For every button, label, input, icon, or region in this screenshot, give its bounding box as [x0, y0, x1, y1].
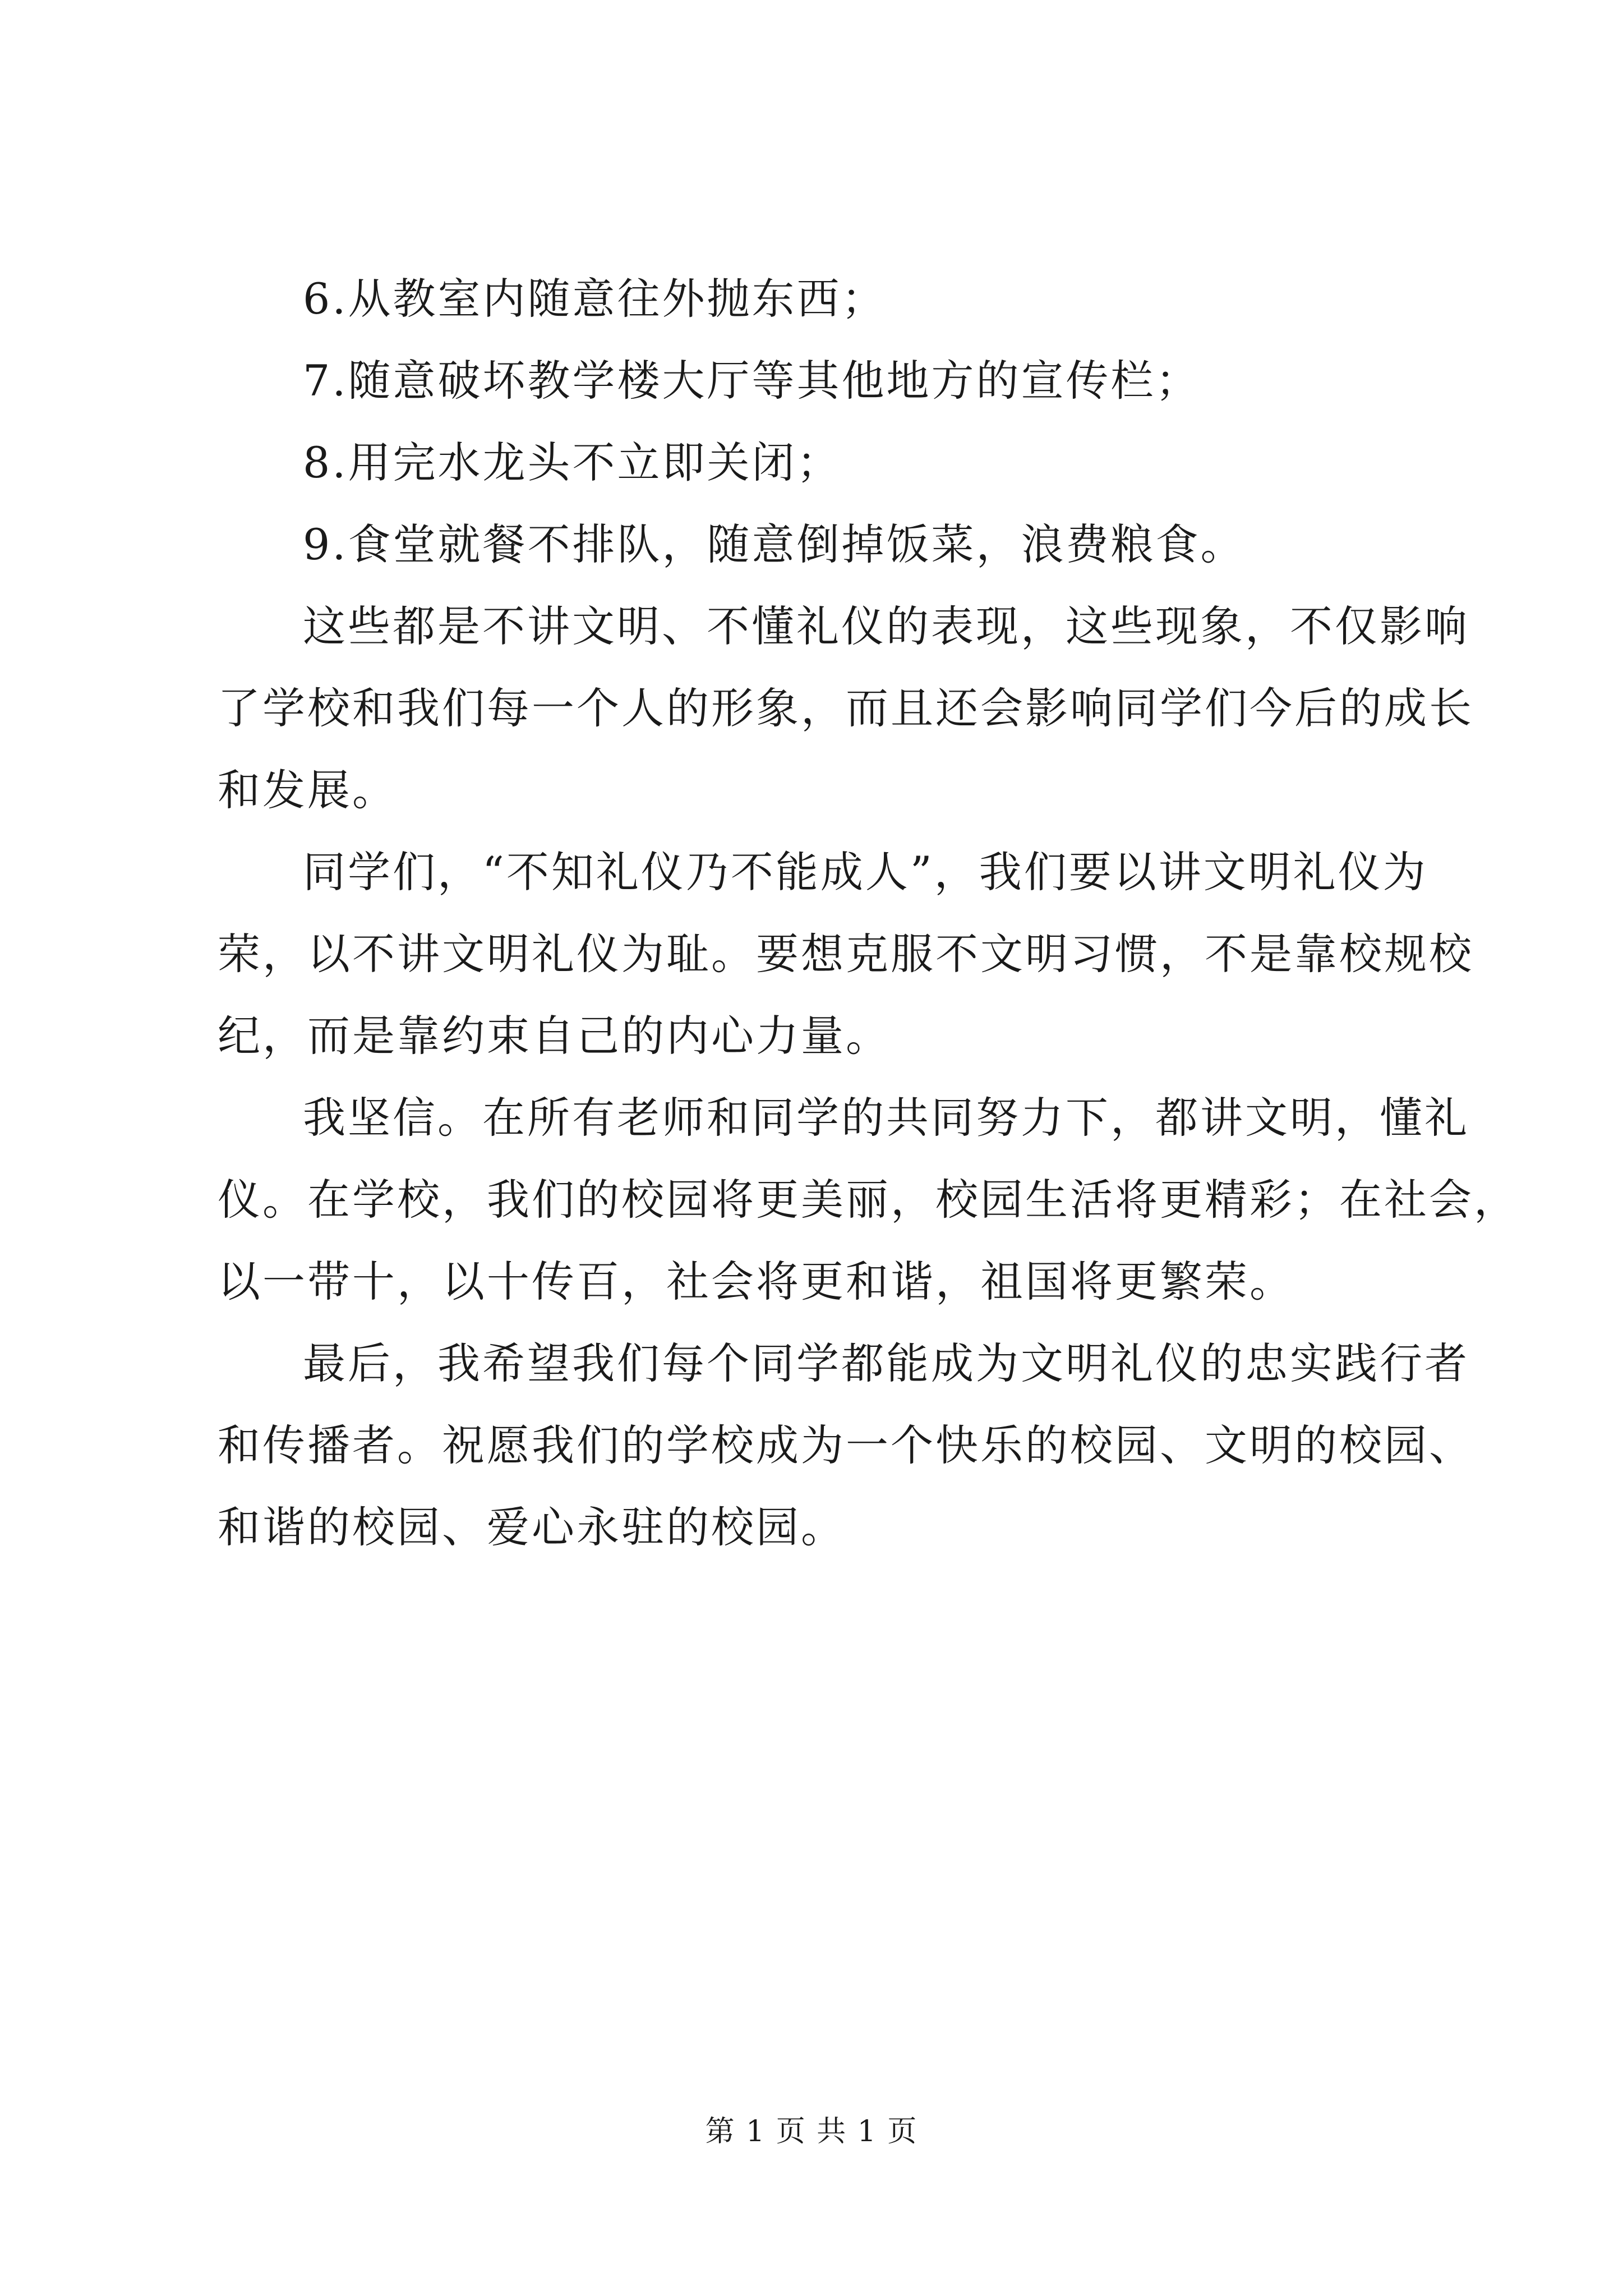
paragraph-line: 我坚信。在所有老师和同学的共同努力下，都讲文明，懂礼	[303, 1093, 1469, 1143]
paragraph-line: 纪，而是靠约束自己的内心力量。	[218, 1011, 891, 1061]
paragraph-line: 这些都是不讲文明、不懂礼仪的表现，这些现象，不仅影响	[303, 601, 1469, 651]
paragraph-line: 最后，我希望我们每个同学都能成为文明礼仪的忠实践行者	[303, 1338, 1469, 1388]
list-item: 9.食堂就餐不排队，随意倒掉饭菜，浪费粮食。	[303, 519, 1246, 569]
paragraph-line: 以一带十，以十传百，社会将更和谐，祖国将更繁荣。	[218, 1257, 1294, 1306]
paragraph-line: 了学校和我们每一个人的形象，而且还会影响同学们今后的成长	[218, 683, 1474, 733]
list-item: 7.随意破坏教学楼大厅等其他地方的宣传栏；	[303, 356, 1201, 406]
paragraph-line: 同学们，“不知礼仪乃不能成人”，我们要以讲文明礼仪为	[303, 847, 1428, 897]
paragraph-closing	[218, 1323, 1474, 1568]
list-item: 6.从教室内随意往外抛东西；	[303, 274, 887, 324]
paragraph-line: 仪。在学校，我们的校园将更美丽，校园生活将更精彩；在社会，	[218, 1175, 1519, 1225]
paragraph-line: 和谐的校园、爱心永驻的校园。	[218, 1502, 846, 1552]
document-body	[218, 258, 1519, 1568]
paragraph-line: 荣，以不讲文明礼仪为耻。要想克服不文明习惯，不是靠校规校	[218, 929, 1474, 979]
page-number-footer: 第 1 页 共 1 页	[705, 2115, 918, 2148]
paragraph-etiquette-call	[218, 831, 1474, 1077]
paragraph-behaviors-summary	[218, 586, 1474, 831]
paragraph-line: 和传播者。祝愿我们的学校成为一个快乐的校园、文明的校园、	[218, 1420, 1474, 1470]
list-item: 8.用完水龙头不立即关闭；	[303, 438, 842, 487]
paragraph-belief	[218, 1077, 1519, 1323]
paragraph-line: 和发展。	[218, 765, 397, 815]
